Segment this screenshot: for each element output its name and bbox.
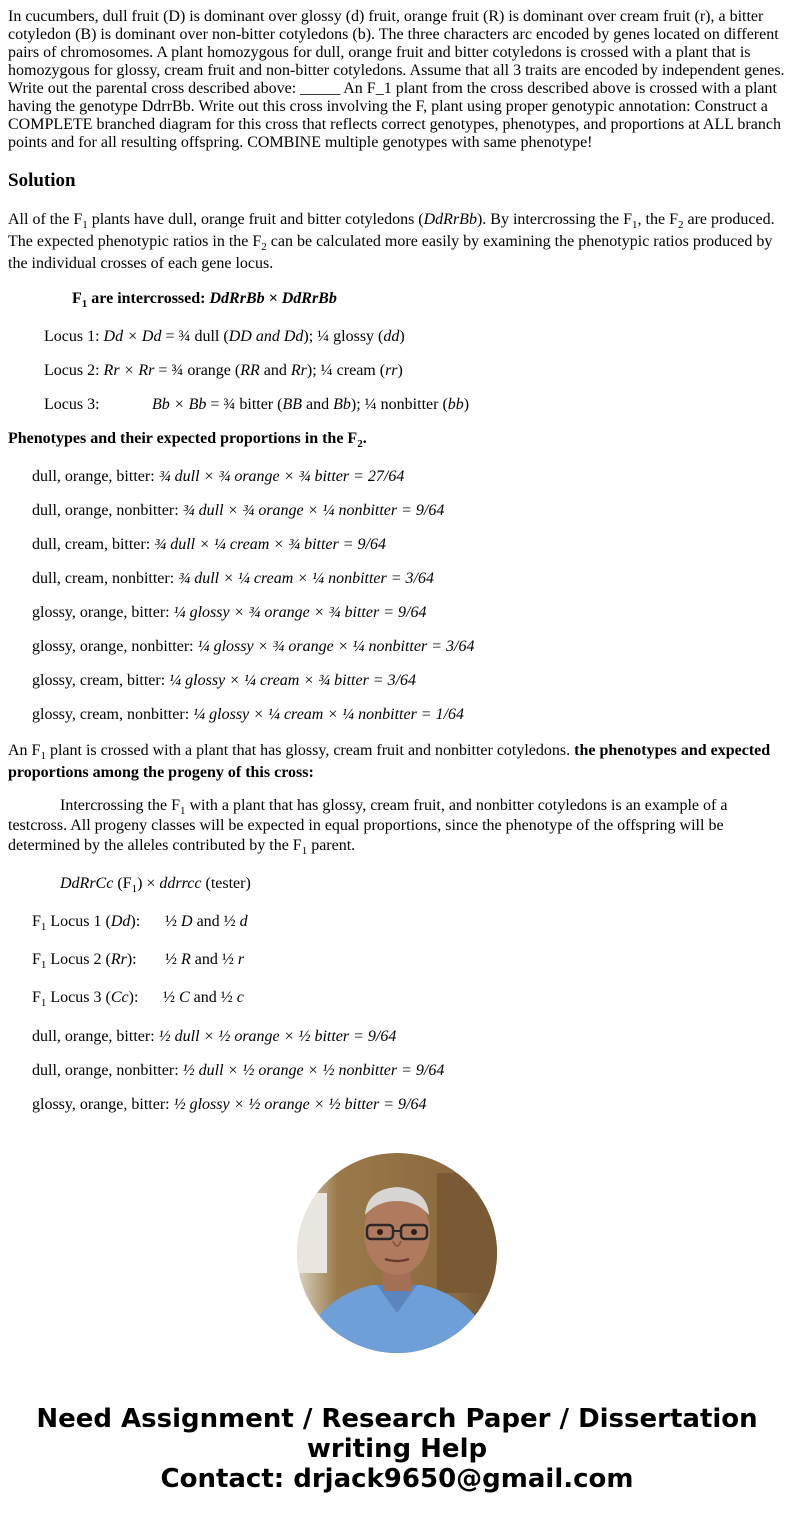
f1-locus-3-alleles: ½ C and ½ c (163, 989, 244, 1006)
f2-phenotype: dull, orange, nonbitter: ¾ dull × ¾ orange × ¼ nonbitter = 9/64 (32, 502, 445, 519)
testcross-cross: DdRrCc $(F_1)$ × ddrrcc (tester) (60, 875, 251, 895)
author-avatar (297, 1153, 497, 1353)
f2-phenotype: glossy, orange, nonbitter: ¼ glossy × ¾ orange × ¼ nonbitter = 3/64 (32, 638, 475, 655)
f1-locus-3: $F_1$ Locus 3 (Cc): (32, 989, 139, 1009)
f2-phenotype: glossy, cream, nonbitter: ¼ glossy × ¼ cream × ¼ nonbitter = 1/64 (32, 706, 465, 723)
author-portrait (297, 1153, 497, 1353)
f1-locus-2: $F_1$ Locus 2 (Rr): (32, 951, 137, 971)
footer-line-1: Need Assignment / Research Paper / Dissertation (36, 1404, 758, 1434)
footer-contact (0, 1404, 794, 1494)
f1-locus-1: $F_1$ Locus 1 (Dd): (32, 913, 141, 933)
footer-contact-email: Contact: drjack9650@gmail.com (160, 1464, 634, 1494)
locus-1: Locus 1: Dd × Dd = ¾ dull (DD and Dd); ¼ glossy (dd) (44, 328, 405, 345)
locus-3: Locus 3: (44, 396, 100, 413)
f1-locus-1-alleles: ½ D and ½ d (165, 913, 248, 930)
f1-locus-2-alleles: ½ R and ½ r (165, 951, 245, 968)
testcross-phenotype: dull, orange, bitter: ½ dull × ½ orange × ½ bitter = 9/64 (32, 1028, 397, 1045)
question-block (8, 8, 786, 152)
question-text: In cucumbers, dull fruit (D) is dominant over glossy (d) fruit, orange fruit (R) is dominant over cream fruit (r), a bitter cotyledon (B) is dominant over non-bitter cotyledons (b). The three characters arc encoded by genes located on different pairs of chromosomes. A plant homozygous for dull, orange fruit and bitter cotyledons is crossed with a plant that is homozygous for glossy, cream fruit and non-bitter cotyledons. Assume that all 3 traits are encoded by independent genes. Write out the parental cross described above: _____ An F_1 plant from the cross described above is crossed with a plant having the genotype DdrrBb. Write out this cross involving the F, plant using proper genotypic annotation: Construct a COMPLETE branched diagram for this cross that reflects correct genotypes, phenotypes, and proportions at ALL branch points and for all resulting offspring. COMBINE multiple genotypes with same phenotype! (8, 8, 785, 151)
f2-phenotype: glossy, cream, bitter: ¼ glossy × ¼ cream × ¾ bitter = 3/64 (32, 672, 417, 689)
intro-paragraph: All of the $F_1$ plants have dull, orange fruit and bitter cotyledons (DdRrBb). By intercrossing the $F_1$, the $F_2$ are produced. The expected phenotypic ratios in the $F_2$ can be calculated more easily by examining the phenotypic ratios produced by the individual crosses of each gene locus. (8, 211, 775, 272)
testcross-paragraph: Intercrossing the $F_1$ with a plant that has glossy, cream fruit, and nonbitter cotyledons is an example of a testcross. All progeny classes will be expected in equal proportions, since the phenotype of the offspring will be determined by the alleles contributed by the $F_1$ parent. (8, 797, 728, 857)
solution-heading: Solution (8, 170, 76, 191)
footer-line-2: writing Help (306, 1434, 488, 1464)
f2-phenotype: dull, orange, bitter: ¾ dull × ¾ orange × ¾ bitter = 27/64 (32, 468, 405, 485)
intercross-line: $F_1$ are intercrossed: DdRrBb × DdRrBb (72, 290, 337, 310)
testcross-phenotype: dull, orange, nonbitter: ½ dull × ½ orange × ½ nonbitter = 9/64 (32, 1062, 445, 1079)
f2-heading: Phenotypes and their expected proportions in the $F_2$. (8, 430, 367, 450)
locus-2: Locus 2: Rr × Rr = ¾ orange (RR and Rr); ¼ cream (rr) (44, 362, 403, 379)
testcross-intro: An $F_1$ plant is crossed with a plant that has glossy, cream fruit and nonbitter cotyledons. the phenotypes and expected proportions among the progeny of this cross: (8, 742, 771, 781)
f2-phenotype: dull, cream, bitter: ¾ dull × ¼ cream × ¾ bitter = 9/64 (32, 536, 386, 553)
f2-phenotype: glossy, orange, bitter: ¼ glossy × ¾ orange × ¾ bitter = 9/64 (32, 604, 427, 621)
locus-3-cross: Bb × Bb = ¾ bitter (BB and Bb); ¼ nonbitter (bb) (152, 396, 470, 413)
f2-phenotype: dull, cream, nonbitter: ¾ dull × ¼ cream × ¼ nonbitter = 3/64 (32, 570, 434, 587)
testcross-phenotype: glossy, orange, bitter: ½ glossy × ½ orange × ½ bitter = 9/64 (32, 1096, 427, 1113)
